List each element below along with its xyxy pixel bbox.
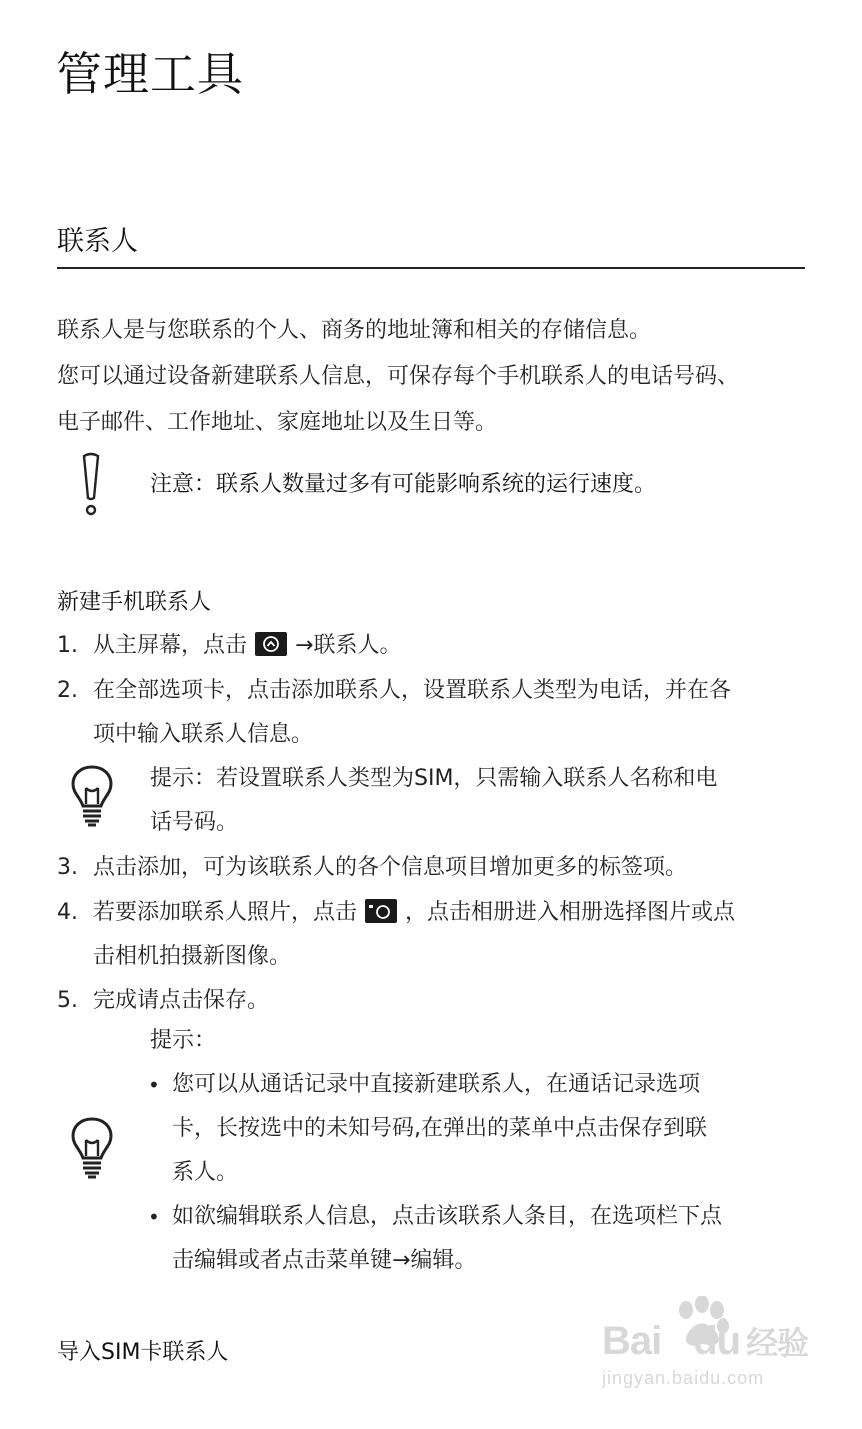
- note-text: 注意：联系人数量过多有可能影响系统的运行速度。: [150, 472, 657, 497]
- exclamation-icon: [80, 452, 102, 518]
- tip-text: 提示：若设置联系人类型为SIM，只需输入联系人名称和电: [150, 766, 718, 791]
- import-sim-heading: 导入SIM卡联系人: [57, 1340, 229, 1365]
- step-number: 2.: [57, 678, 78, 703]
- lightbulb-icon: [70, 764, 114, 828]
- intro-line: 您可以通过设备新建联系人信息，可保存每个手机联系人的电话号码、: [57, 364, 740, 389]
- watermark-brand-right: du: [693, 1319, 741, 1363]
- step-number: 5.: [57, 988, 78, 1013]
- watermark-product: 经验: [746, 1325, 809, 1361]
- step-text: [93, 898, 735, 928]
- new-contact-heading: 新建手机联系人: [57, 590, 212, 615]
- camera-icon: [365, 899, 397, 923]
- bullet-text: 如欲编辑联系人信息，点击该联系人条目，在选项栏下点: [172, 1204, 723, 1229]
- step-text: 完成请点击保存。: [93, 988, 270, 1013]
- section-title: 联系人: [57, 226, 138, 257]
- bullet-dot: •: [148, 1205, 160, 1229]
- step-text: 击相机拍摄新图像。: [93, 944, 292, 969]
- step-text: 在全部选项卡，点击添加联系人，设置联系人类型为电话，并在各: [93, 678, 732, 703]
- step-text: 点击添加，可为该联系人的各个信息项目增加更多的标签项。: [93, 855, 688, 880]
- bullet-dot: •: [148, 1073, 160, 1097]
- watermark-brand-left: Bai: [602, 1319, 662, 1363]
- watermark-brand: [602, 1318, 808, 1364]
- step-text-part: ，点击相册进入相册选择图片或点: [405, 900, 736, 925]
- tip-label: 提示：: [150, 1028, 217, 1053]
- step-text: [93, 631, 401, 661]
- tip-text: 话号码。: [150, 810, 239, 835]
- page-title: 管理工具: [56, 47, 244, 101]
- bullet-text: 击编辑或者点击菜单键→编辑。: [172, 1248, 477, 1273]
- bullet-text: 您可以从通话记录中直接新建联系人，在通话记录选项: [172, 1072, 701, 1097]
- bullet-text: 系人。: [172, 1160, 239, 1185]
- step-number: 1.: [57, 633, 78, 658]
- step-text-part: →联系人。: [295, 633, 402, 658]
- step-text-part: 若要添加联系人照片，点击: [93, 900, 358, 925]
- step-text-part: 从主屏幕，点击: [93, 633, 248, 658]
- section-divider: [57, 267, 805, 269]
- baidu-watermark: [602, 1296, 812, 1396]
- lightbulb-icon: [70, 1116, 114, 1180]
- intro-line: 电子邮件、工作地址、家庭地址以及生日等。: [57, 410, 498, 435]
- step-text: 项中输入联系人信息。: [93, 722, 314, 747]
- bullet-text: 卡，长按选中的未知号码,在弹出的菜单中点击保存到联: [172, 1116, 707, 1141]
- intro-line: 联系人是与您联系的个人、商务的地址簿和相关的存储信息。: [57, 318, 652, 343]
- step-number: 4.: [57, 900, 78, 925]
- step-number: 3.: [57, 855, 78, 880]
- watermark-url: jingyan.baidu.com: [602, 1368, 765, 1388]
- launcher-up-icon: [255, 632, 287, 656]
